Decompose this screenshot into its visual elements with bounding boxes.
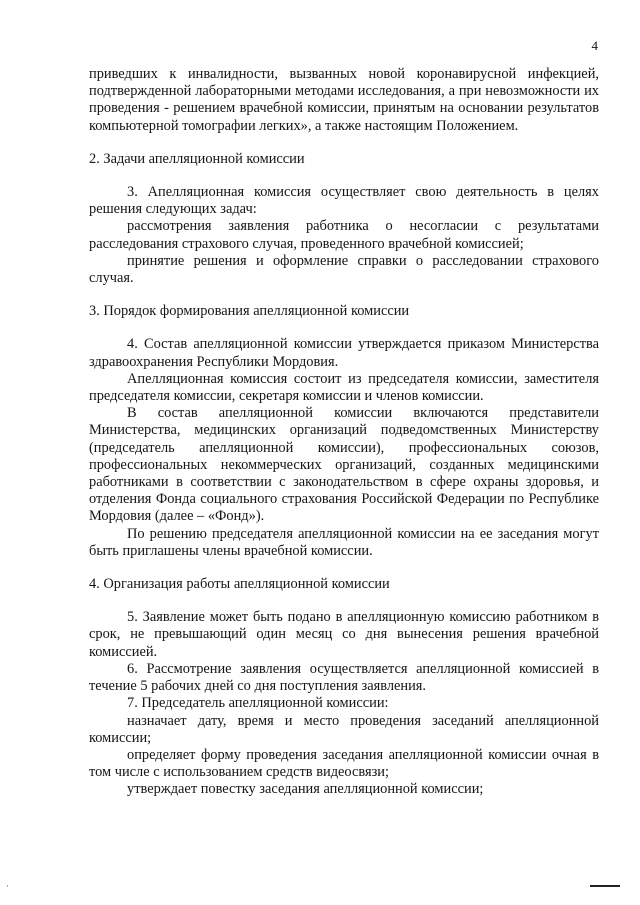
paragraph-3-item-2: принятие решения и оформление справки о расследовании страхового случая. bbox=[89, 252, 599, 287]
section-heading-3: 3. Порядок формирования апелляционной комиссии bbox=[89, 303, 410, 320]
paragraph-intro: приведших к инвалидности, вызванных новой коронавирусной инфекцией, подтвержденной лабораторными методами исследования, а при невозможности их проведения - решением врачебной комиссии, принятым на основании результатов компьютерной томографии легких», а также настоящим Положением. bbox=[89, 66, 599, 134]
paragraph-5: 5. Заявление может быть подано в апелляционную комиссию работником в срок, не превышающий один месяц со дня вынесения решения врачебной комиссией. bbox=[89, 609, 599, 660]
paragraph-4-invitation: По решению председателя апелляционной комиссии на ее заседания могут быть приглашены члены врачебной комиссии. bbox=[89, 525, 599, 559]
paragraph-4: 4. Состав апелляционной комиссии утверждается приказом Министерства здравоохранения Республики Мордовия. bbox=[89, 336, 599, 370]
paragraph-7-item-3: утверждает повестку заседания апелляционной комиссии; bbox=[127, 781, 484, 798]
paragraph-7-item-1: назначает дату, время и место проведения заседаний апелляционной комиссии; bbox=[89, 712, 599, 746]
paragraph-4-members: В состав апелляционной комиссии включаются представители Министерства, медицинских организаций подведомственных Министерству (председатель апелляционной комиссии), профессиональных союзов, профессиональных некоммерческих организаций, созданных медицинскими работниками в соответствии с законодательством в сфере охраны здоровья, и отделения Фонда социального страхования Российской Федерации по Республике Мордовия (далее – «Фонд»). bbox=[89, 405, 599, 525]
section-heading-4: 4. Организация работы апелляционной комиссии bbox=[89, 576, 390, 593]
page-number: 4 bbox=[591, 38, 598, 53]
scan-mark: · bbox=[6, 881, 9, 891]
footer-rule bbox=[590, 885, 620, 887]
paragraph-3: 3. Апелляционная комиссия осуществляет свою деятельность в целях решения следующих задач: bbox=[89, 184, 599, 218]
paragraph-6: 6. Рассмотрение заявления осуществляется апелляционной комиссией в течение 5 рабочих дней со дня поступления заявления. bbox=[89, 660, 599, 695]
document-body bbox=[89, 66, 599, 799]
paragraph-3-item-1: рассмотрения заявления работника о несогласии с результатами расследования страхового случая, проведенного врачебной комиссией; bbox=[89, 218, 599, 252]
paragraph-4-composition: Апелляционная комиссия состоит из председателя комиссии, заместителя председателя комиссии, секретаря комиссии и членов комиссии. bbox=[89, 370, 599, 405]
section-heading-2: 2. Задачи апелляционной комиссии bbox=[89, 150, 305, 167]
paragraph-7: 7. Председатель апелляционной комиссии: bbox=[127, 695, 389, 712]
paragraph-7-item-2: определяет форму проведения заседания апелляционной комиссии очная в том числе с использованием средств видеосвязи; bbox=[89, 746, 599, 781]
